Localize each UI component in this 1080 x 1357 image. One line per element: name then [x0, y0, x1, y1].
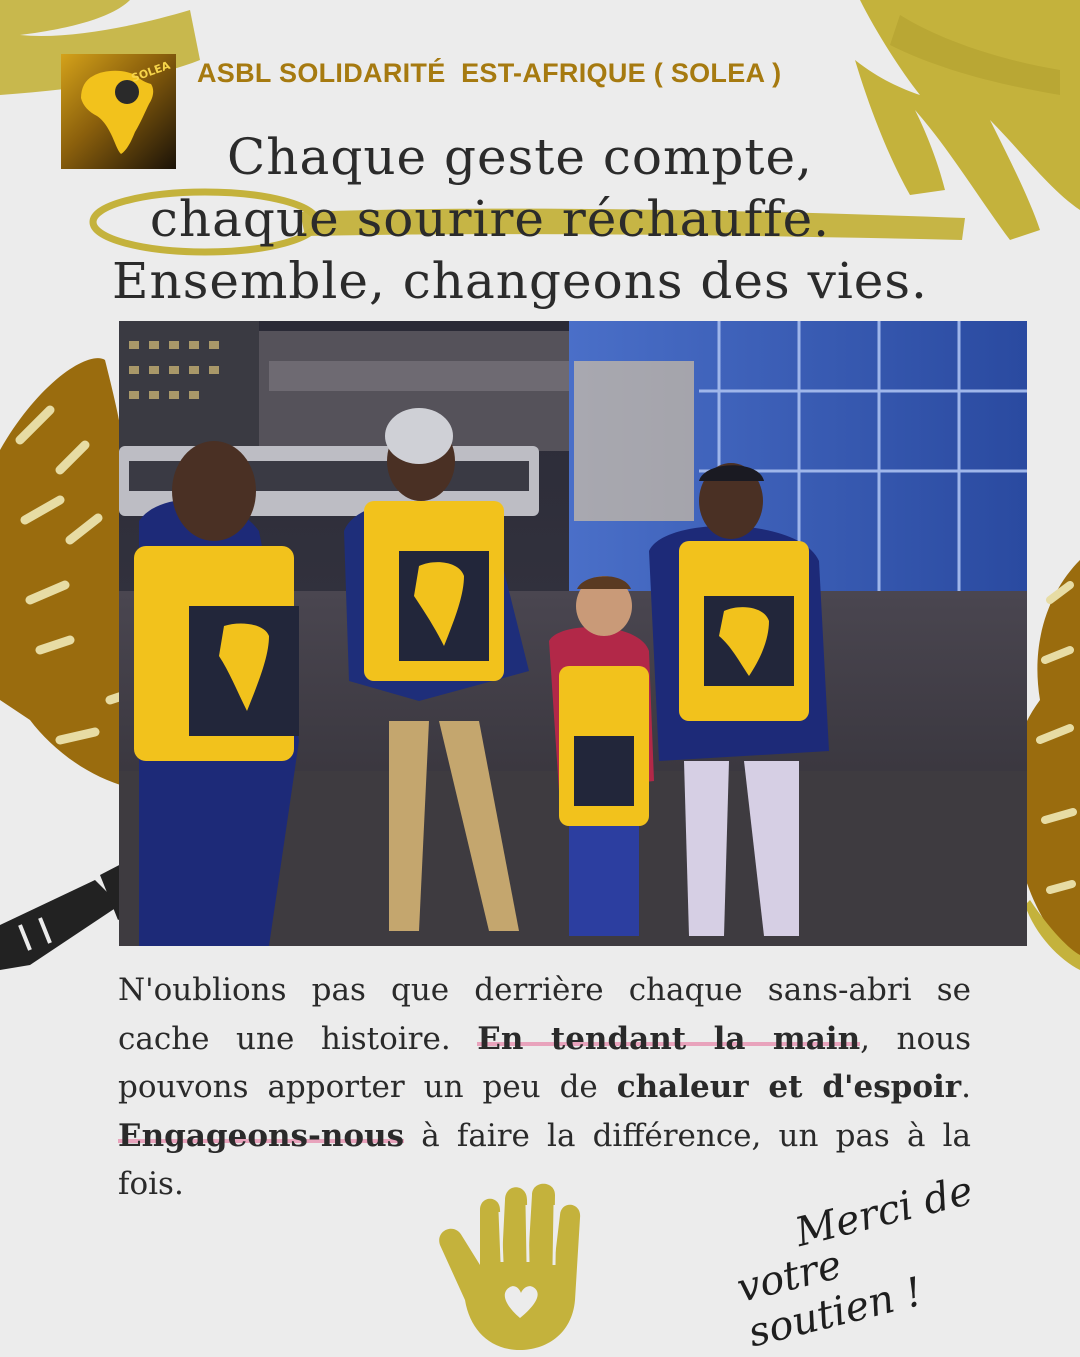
body-paragraph — [118, 966, 971, 1209]
body-text-part-2: , nous pouvons apporter un peu de — [118, 1020, 972, 1105]
headline-line-1: Chaque geste compte, — [227, 128, 813, 186]
bold-chaleur-espoir: chaleur et d'espoir — [616, 1069, 962, 1105]
signature-line-2: votre soutien ! — [732, 1241, 928, 1357]
headline-line-2: chaque sourire réchauffe. — [149, 190, 831, 248]
logo-text: SOLEA — [129, 58, 172, 85]
body-text-part-1: N'oublions pas que derrière chaque sans-abri se cache une histoire. — [118, 972, 971, 1057]
volunteers-photo — [119, 321, 1027, 946]
signature-line-1: Merci de — [790, 1167, 978, 1257]
hand-heart-icon — [439, 1184, 580, 1350]
organization-name: ASBL SOLIDARITÉ EST-AFRIQUE ( SOLEA ) — [197, 58, 782, 88]
headline-line-3: Ensemble, changeons des vies. — [112, 252, 928, 310]
body-text-part-3: . — [961, 1069, 971, 1105]
highlight-tendant-la-main: En tendant la main — [477, 1020, 861, 1057]
highlight-engageons-nous: Engageons-nous — [118, 1117, 405, 1154]
body-text-part-4: à faire la différence, un pas à la fois. — [118, 1117, 971, 1202]
flashlight-decoration — [0, 862, 135, 970]
